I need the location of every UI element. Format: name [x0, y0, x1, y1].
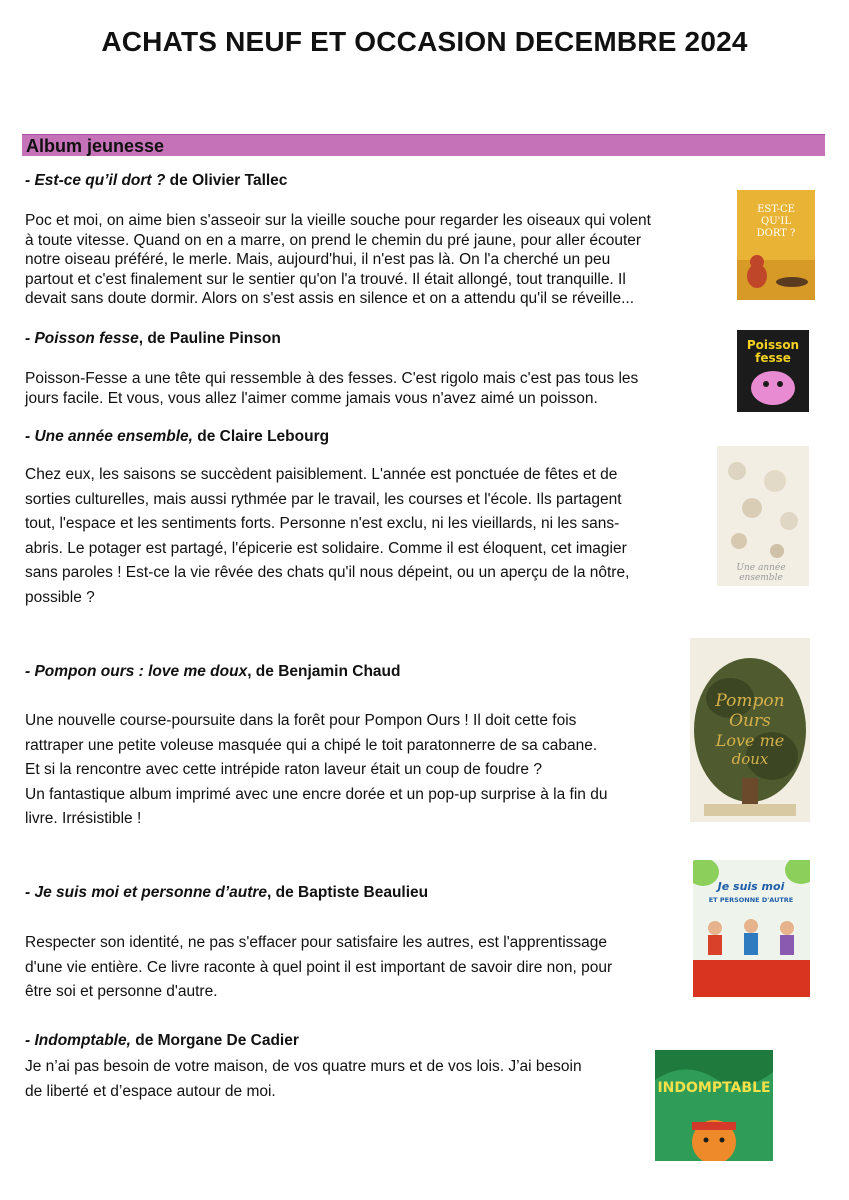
description-line: Respecter son identité, ne pas s'effacer pour satisfaire les autres, est l'apprentissage: [25, 934, 608, 951]
section-header-album-jeunesse: Album jeunesse: [22, 134, 825, 156]
book-description: [25, 709, 607, 832]
book-cover-est-ce-qu-il-dort: [737, 190, 815, 300]
book-description: [25, 211, 651, 309]
book-heading: [25, 172, 287, 190]
book-cover-je-suis-moi: [693, 860, 810, 997]
description-line: à toute vitesse. Quand on en a marre, on prend le chemin du pré jaune, pour aller écouter: [25, 231, 642, 249]
book-author: de Olivier Tallec: [165, 172, 288, 189]
description-line: de liberté et d’espace autour de moi.: [25, 1082, 276, 1100]
description-line: Poc et moi, on aime bien s'asseoir sur la vieille souche pour regarder les oiseaux qui volent: [25, 212, 651, 229]
book-title: - Je suis moi et personne d’autre: [25, 884, 268, 901]
book-author: de Claire Lebourg: [192, 428, 330, 445]
book-title: - Indomptable,: [25, 1032, 131, 1049]
description-line: possible ?: [25, 588, 95, 606]
cover-text: doux: [731, 750, 769, 768]
book-description: [25, 931, 612, 1005]
book-cover-pompon-ours: [690, 638, 810, 822]
book-title: - Poisson fesse: [25, 330, 139, 347]
book-heading: [25, 884, 428, 902]
description-line: partout et c'est finalement sur le sentier qu'on l'a trouvé. Il était allongé, tout tranquille. Il: [25, 270, 626, 288]
book-heading: [25, 663, 401, 681]
description-line: jours facile. Et vous, vous allez l'aimer comme jamais vous n'avez aimé un poisson.: [25, 389, 598, 407]
book-cover-une-annee-ensemble: [717, 446, 809, 586]
book-heading: [25, 330, 281, 348]
description-line: devait sans doute dormir. Alors on s'est assis en silence et on a attendu qu'il se réveille...: [25, 290, 635, 307]
description-line: abris. Le potager est partagé, l'épicerie est solidaire. Comme il est éloquent, cet imagier: [25, 539, 627, 557]
cover-text: Une année: [736, 563, 786, 573]
book-author: , de Baptiste Beaulieu: [267, 884, 429, 901]
description-line: sorties culturelles, mais aussi rythmée par le travail, les courses et l'école. Ils partagent: [25, 490, 622, 508]
book-cover-poisson-fesse: [737, 330, 809, 412]
description-line: Une nouvelle course-poursuite dans la forêt pour Pompon Ours ! Il doit cette fois: [25, 712, 577, 729]
cover-text: EST-CE: [757, 204, 795, 215]
description-line: Et si la rencontre avec cette intrépide raton laveur était un coup de foudre ?: [25, 761, 542, 778]
cover-text: ET PERSONNE D'AUTRE: [708, 896, 794, 904]
cover-text: Love me: [715, 731, 785, 750]
book-author: de Morgane De Cadier: [130, 1032, 299, 1049]
cover-text: INDOMPTABLE: [657, 1080, 771, 1096]
book-description: [25, 369, 638, 408]
description-line: rattraper une petite voleuse masquée qui a chipé le toit paratonnerre de sa cabane.: [25, 736, 598, 754]
description-line: sans paroles ! Est-ce la vie rêvée des chats qu'il nous dépeint, ou un aperçu de la nôtre,: [25, 564, 630, 581]
book-author: , de Benjamin Chaud: [247, 663, 401, 680]
page-title: ACHATS NEUF ET OCCASION DECEMBRE 2024: [101, 26, 748, 57]
book-heading: [25, 428, 329, 446]
book-title: - Une année ensemble,: [25, 428, 193, 445]
book-author: , de Pauline Pinson: [138, 330, 281, 347]
cover-text: Je suis moi: [717, 880, 785, 893]
cover-text: ensemble: [739, 573, 783, 583]
description-line: Chez eux, les saisons se succèdent paisiblement. L'année est ponctuée de fêtes et de: [25, 466, 618, 483]
description-line: Poisson-Fesse a une tête qui ressemble à des fesses. C'est rigolo mais c'est pas tous les: [25, 370, 639, 387]
cover-text: QU'IL: [761, 216, 791, 227]
cover-text: DORT ?: [756, 228, 796, 239]
book-cover-indomptable: [655, 1050, 773, 1161]
description-line: Je n’ai pas besoin de votre maison, de vos quatre murs et de vos lois. J’ai besoin: [25, 1058, 582, 1075]
book-title: - Est-ce qu’il dort ?: [25, 172, 166, 189]
cover-text: Pompon: [715, 691, 785, 711]
book-description: [25, 463, 629, 610]
cover-text: fesse: [755, 351, 791, 365]
book-title: - Pompon ours : love me doux: [25, 663, 248, 680]
description-line: notre oiseau préféré, le merle. Mais, aujourd'hui, il n'est pas là. On l'a cherché un peu: [25, 251, 611, 268]
description-line: être soi et personne d'autre.: [25, 983, 218, 1000]
cover-text: Ours: [729, 711, 771, 731]
description-line: tout, l'espace et les sentiments forts. Personne n'est exclu, ni les vieillards, ni les sans-: [25, 515, 620, 532]
book-heading: [25, 1032, 299, 1050]
description-line: livre. Irrésistible !: [25, 810, 142, 827]
cover-text: Poisson: [746, 338, 800, 352]
book-description: [25, 1055, 582, 1104]
description-line: d'une vie entière. Ce livre raconte à quel point il est important de savoir dire non, pour: [25, 958, 613, 976]
description-line: Un fantastique album imprimé avec une encre dorée et un pop-up surprise à la fin du: [25, 785, 608, 803]
